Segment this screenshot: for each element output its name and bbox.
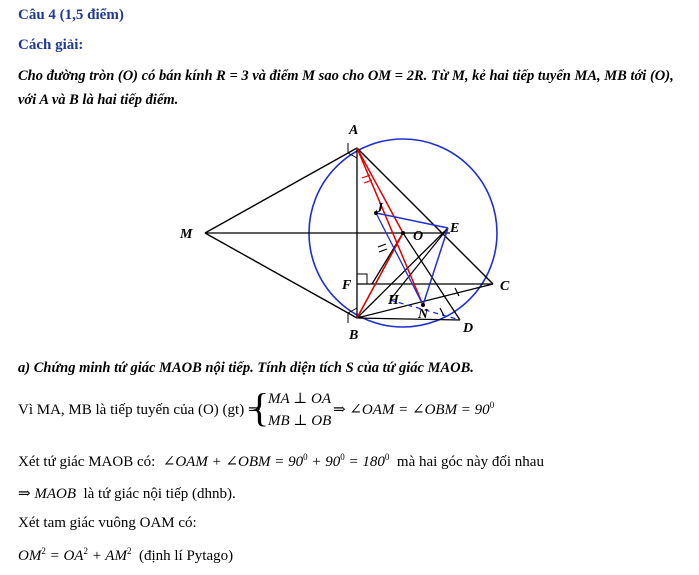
label-e: E: [450, 221, 460, 236]
label-b: B: [349, 328, 359, 343]
label-m: M: [180, 227, 193, 242]
part-a-line-3: ⇒ MAOB là tứ giác nội tiếp (dhnb).: [18, 486, 236, 502]
tangent-ma: [205, 148, 357, 233]
part-a-line-1-prefix: Vì MA, MB là tiếp tuyến của (O) (gt) ⇒: [18, 402, 261, 418]
label-f: F: [342, 278, 352, 293]
label-n: N: [418, 307, 429, 322]
problem-line-1: Cho đường tròn (O) có bán kính R = 3 và điểm M sao cho OM = 2R. Từ M, kẻ hai tiếp tuyến MA, MB tới (O),: [18, 68, 674, 84]
part-a-line-4: Xét tam giác vuông OAM có:: [18, 515, 197, 531]
tangent-mb: [205, 233, 357, 318]
part-a-line-5: $OM^2 = OA^2 + AM^2$ (định lí Pytago): [18, 546, 234, 564]
label-d: D: [463, 321, 474, 336]
system-brace: {: [250, 385, 270, 430]
problem-line-2: với A và B là hai tiếp điểm.: [18, 92, 179, 108]
segment-be: [357, 228, 448, 318]
right-angle-f: [357, 274, 367, 284]
point-o: [401, 231, 405, 235]
label-a: A: [349, 123, 359, 138]
tick-mark: [378, 244, 386, 247]
system-bottom: MB ⊥ OB: [268, 413, 332, 429]
part-a-title: a) Chứng minh tứ giác MAOB nội tiếp. Tính diện tích S của tứ giác MAOB.: [18, 360, 474, 376]
geometry-figure: [0, 118, 699, 348]
label-c: C: [500, 279, 510, 294]
label-j: J: [376, 201, 383, 216]
label-h: H: [388, 293, 399, 308]
label-o: O: [413, 229, 424, 244]
segment-bd: [357, 318, 460, 320]
system-top: MA ⊥ OA: [268, 391, 331, 407]
tick-mark: [379, 249, 387, 252]
solution-heading: Cách giải:: [18, 37, 84, 53]
question-heading: Câu 4 (1,5 điểm): [18, 7, 124, 23]
part-a-line-1-result: ⇒ ∠OAM = ∠OBM = $90^0$: [333, 400, 495, 418]
part-a-line-2: Xét tứ giác MAOB có: ∠OAM + ∠OBM = $90^0 + 90^0 = 180^0$ mà hai góc này đối nhau: [18, 452, 544, 470]
